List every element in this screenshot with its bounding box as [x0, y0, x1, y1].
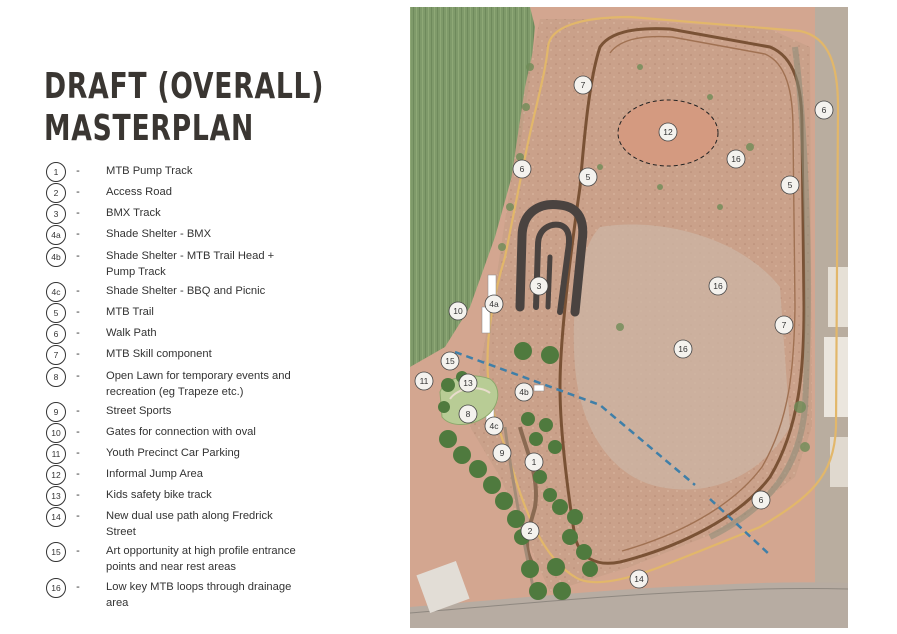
legend-number: 15	[46, 542, 66, 562]
legend-label: Kids safety bike track	[106, 489, 212, 501]
map-marker-4c	[485, 417, 503, 435]
legend-number: 12	[46, 465, 66, 485]
legend-dash: -	[76, 228, 80, 240]
legend-label: Shade Shelter - MTB Trail Head + Pump Track	[106, 250, 275, 278]
legend-item-11	[46, 444, 296, 464]
legend-number: 4b	[46, 247, 66, 267]
legend-number: 6	[46, 324, 66, 344]
map-marker-3	[530, 277, 548, 295]
legend-dash: -	[76, 545, 80, 557]
legend-label: Youth Precinct Car Parking	[106, 447, 240, 459]
legend-item-5	[46, 303, 296, 323]
svg-text:13: 13	[463, 378, 473, 388]
legend-dash: -	[76, 489, 80, 501]
legend-dash: -	[76, 306, 80, 318]
legend-label: Shade Shelter - BMX	[106, 228, 212, 240]
map-marker-16	[674, 340, 692, 358]
legend-item-2	[46, 183, 296, 203]
legend-dash: -	[76, 186, 80, 198]
legend-number: 16	[46, 578, 66, 598]
legend-label: Gates for connection with oval	[106, 426, 256, 438]
map-marker-6	[752, 491, 770, 509]
legend-dash: -	[76, 250, 80, 262]
legend-item-15	[46, 542, 296, 575]
legend-label: Walk Path	[106, 327, 157, 339]
legend-number: 4c	[46, 282, 66, 302]
legend-dash: -	[76, 327, 80, 339]
svg-text:4c: 4c	[489, 421, 499, 431]
svg-text:7: 7	[580, 80, 586, 90]
svg-text:2: 2	[527, 526, 533, 536]
svg-text:8: 8	[465, 409, 471, 419]
legend-label: MTB Trail	[106, 306, 154, 318]
svg-text:1: 1	[531, 457, 537, 467]
legend-number: 4a	[46, 225, 66, 245]
svg-text:6: 6	[758, 495, 764, 505]
svg-text:5: 5	[787, 180, 793, 190]
title-line-1: DRAFT (OVERALL)	[44, 66, 325, 107]
legend-dash: -	[76, 581, 80, 593]
map-marker-7	[574, 76, 592, 94]
legend-number: 8	[46, 367, 66, 387]
svg-text:14: 14	[634, 574, 644, 584]
legend-label: Open Lawn for temporary events and recreation (eg Trapeze etc.)	[106, 370, 291, 398]
svg-text:16: 16	[713, 281, 723, 291]
legend-item-3	[46, 204, 296, 224]
svg-text:7: 7	[781, 320, 787, 330]
legend-item-7	[46, 345, 296, 365]
map-marker-1	[525, 453, 543, 471]
map-marker-16	[709, 277, 727, 295]
legend-label: Street Sports	[106, 405, 172, 417]
legend-number: 5	[46, 303, 66, 323]
legend-label: Art opportunity at high profile entrance points and near rest areas	[106, 545, 296, 573]
legend-number: 10	[46, 423, 66, 443]
map-marker-4a	[485, 295, 503, 313]
map-marker-15	[441, 352, 459, 370]
map-marker-7	[775, 316, 793, 334]
map-marker-2	[521, 522, 539, 540]
legend-number: 14	[46, 507, 66, 527]
svg-text:4b: 4b	[519, 387, 529, 397]
legend-number: 2	[46, 183, 66, 203]
legend-dash: -	[76, 468, 80, 480]
svg-text:6: 6	[821, 105, 827, 115]
legend-item-4b	[46, 247, 296, 280]
legend-number: 7	[46, 345, 66, 365]
legend-item-6	[46, 324, 296, 344]
legend-item-9	[46, 402, 296, 422]
legend-label: New dual use path along Fredrick Street	[106, 510, 273, 538]
map-marker-10	[449, 302, 467, 320]
legend-number: 11	[46, 444, 66, 464]
legend-dash: -	[76, 447, 80, 459]
svg-text:5: 5	[585, 172, 591, 182]
legend-dash: -	[76, 285, 80, 297]
svg-text:3: 3	[536, 281, 542, 291]
map-marker-6	[513, 160, 531, 178]
legend-label: MTB Skill component	[106, 348, 212, 360]
legend-label: Access Road	[106, 186, 172, 198]
legend-number: 13	[46, 486, 66, 506]
svg-text:10: 10	[453, 306, 463, 316]
map-marker-14	[630, 570, 648, 588]
title-line-2: MASTERPLAN	[44, 108, 255, 149]
svg-text:16: 16	[678, 344, 688, 354]
svg-text:9: 9	[499, 448, 505, 458]
legend-item-12	[46, 465, 296, 485]
legend-item-8	[46, 367, 296, 400]
legend-item-10	[46, 423, 296, 443]
legend-item-14	[46, 507, 296, 540]
svg-text:16: 16	[731, 154, 741, 164]
svg-text:15: 15	[445, 356, 455, 366]
legend-item-1	[46, 162, 296, 182]
legend-label: BMX Track	[106, 207, 161, 219]
legend-dash: -	[76, 426, 80, 438]
legend-number: 9	[46, 402, 66, 422]
legend-dash: -	[76, 405, 80, 417]
map-marker-4b	[515, 383, 533, 401]
legend-item-4c	[46, 282, 296, 302]
map-marker-9	[493, 444, 511, 462]
svg-text:6: 6	[519, 164, 525, 174]
map-marker-8	[459, 405, 477, 423]
legend-dash: -	[76, 165, 80, 177]
legend-label: Low key MTB loops through drainage area	[106, 581, 292, 609]
legend-item-4a	[46, 225, 296, 245]
svg-text:4a: 4a	[489, 299, 499, 309]
legend-label: MTB Pump Track	[106, 165, 193, 177]
map-marker-13	[459, 374, 477, 392]
map-marker-5	[781, 176, 799, 194]
legend-number: 1	[46, 162, 66, 182]
map-marker-5	[579, 168, 597, 186]
legend-item-13	[46, 486, 296, 506]
legend-number: 3	[46, 204, 66, 224]
legend-dash: -	[76, 207, 80, 219]
map-marker-11	[415, 372, 433, 390]
map-canvas	[410, 7, 848, 628]
map-marker-12	[659, 123, 677, 141]
shelter-4b	[534, 385, 544, 391]
legend-item-16	[46, 578, 296, 611]
legend-dash: -	[76, 370, 80, 382]
legend-dash: -	[76, 510, 80, 522]
map-marker-6	[815, 101, 833, 119]
svg-text:12: 12	[663, 127, 673, 137]
legend-dash: -	[76, 348, 80, 360]
page-title	[44, 66, 325, 150]
legend-label: Informal Jump Area	[106, 468, 203, 480]
map-marker-16	[727, 150, 745, 168]
svg-text:11: 11	[419, 376, 429, 386]
masterplan-map	[410, 7, 848, 628]
legend-label: Shade Shelter - BBQ and Picnic	[106, 285, 266, 297]
